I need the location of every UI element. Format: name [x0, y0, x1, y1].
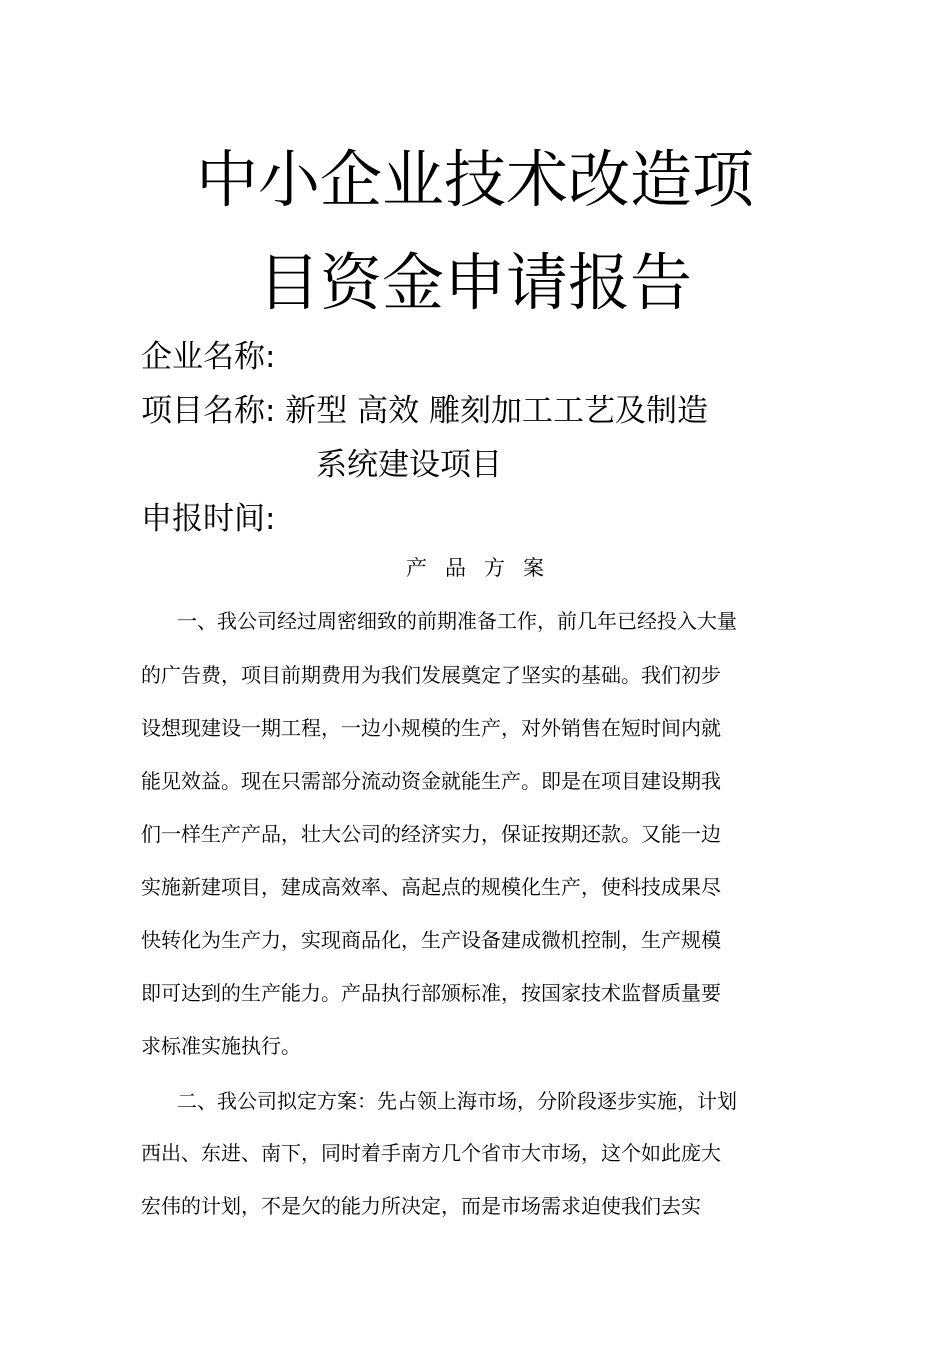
project-name-field: 项目名称: 新型 高效 雕刻加工工艺及制造	[141, 393, 709, 429]
paragraph-1-line: 快转化为生产力，实现商品化，生产设备建成微机控制，生产规模	[141, 928, 721, 952]
paragraph-1-line: 们一样生产产品，壮大公司的经济实力，保证按期还款。又能一边	[141, 822, 721, 846]
paragraph-1-line: 能见效益。现在只需部分流动资金就能生产。即是在项目建设期我	[141, 769, 721, 793]
report-title-line-2: 目资金申请报告	[257, 246, 692, 319]
section-heading: 产品方案	[406, 556, 562, 580]
company-name-field: 企业名称:	[141, 339, 276, 375]
paragraph-1-line: 求标准实施执行。	[141, 1034, 301, 1058]
paragraph-2-line: 宏伟的计划，不是欠的能力所决定，而是市场需求迫使我们去实	[141, 1194, 701, 1218]
paragraph-1-line: 一、我公司经过周密细致的前期准备工作，前几年已经投入大量	[177, 609, 737, 633]
paragraph-1-line: 的广告费，项目前期费用为我们发展奠定了坚实的基础。我们初步	[141, 663, 721, 687]
paragraph-2-line: 二、我公司拟定方案：先占领上海市场，分阶段逐步实施，计划	[177, 1089, 737, 1113]
paragraph-2-line: 西出、东进、南下，同时着手南方几个省市大市场，这个如此庞大	[141, 1141, 721, 1165]
project-name-continuation: 系统建设项目	[316, 447, 502, 483]
paragraph-1-line: 实施新建项目，建成高效率、高起点的规模化生产，使科技成果尽	[141, 875, 721, 899]
submission-date-field: 申报时间:	[141, 501, 276, 537]
paragraph-1-line: 设想现建设一期工程，一边小规模的生产，对外销售在短时间内就	[141, 716, 721, 740]
report-title-line-1: 中小企业技术改造项	[195, 143, 754, 216]
paragraph-1-line: 即可达到的生产能力。产品执行部颁标准，按国家技术监督质量要	[141, 981, 721, 1005]
